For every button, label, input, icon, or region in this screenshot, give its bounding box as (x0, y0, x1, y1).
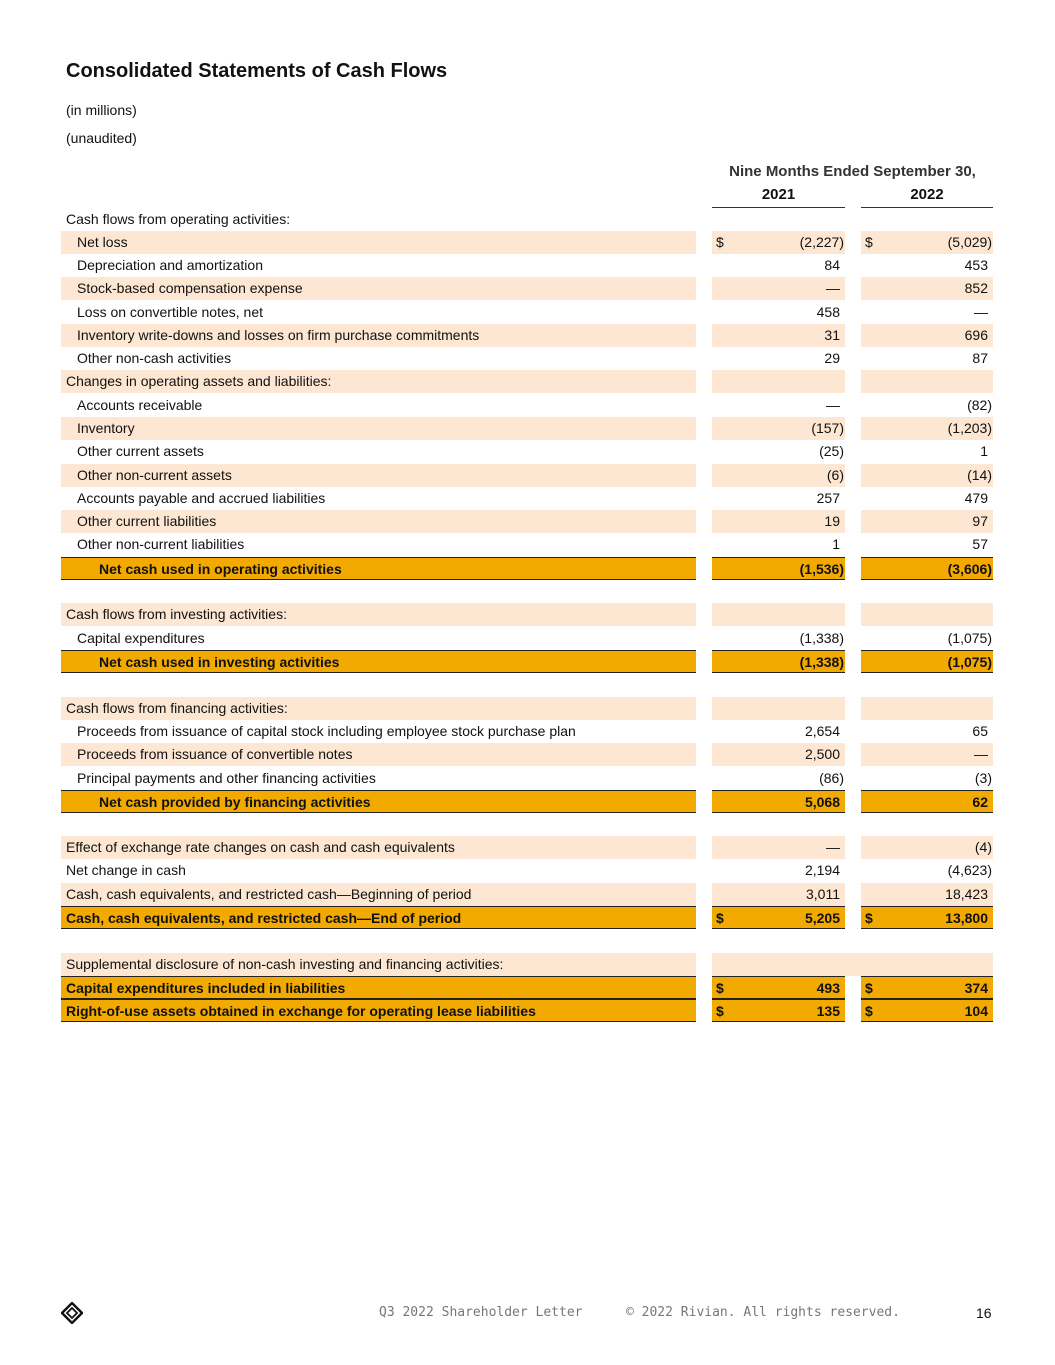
row-value: 2,194 (804, 862, 840, 878)
row-value: (1,203) (947, 420, 992, 436)
year-header-2022: 2022 (861, 186, 993, 208)
value-2021 (712, 301, 845, 324)
row-label: Other non-cash activities (77, 350, 232, 366)
row-value: (1,075) (947, 654, 992, 670)
row-label: Supplemental disclosure of non-cash investing and financing activities: (61, 953, 696, 976)
value-2022 (861, 906, 993, 929)
row-value: (4) (974, 839, 992, 855)
audit-note: (unaudited) (66, 130, 137, 146)
row-value: 18,423 (945, 886, 988, 902)
currency-symbol: $ (865, 910, 873, 926)
value-2021 (712, 487, 845, 510)
row-value: 2,654 (804, 723, 840, 739)
value-2022 (861, 208, 993, 231)
row-label: Capital expenditures included in liabilities (61, 976, 696, 999)
table-total-row (0, 906, 1055, 929)
value-2021 (712, 976, 845, 999)
row-label: Inventory write-downs and losses on firm purchase commitments (61, 324, 696, 347)
table-row (0, 277, 1055, 300)
row-value: 5,068 (804, 794, 840, 810)
row-label: Other current liabilities (61, 510, 696, 533)
value-2022 (861, 790, 993, 813)
page-number: 16 (976, 1305, 992, 1321)
value-2022 (861, 417, 993, 440)
table-total-row (0, 650, 1055, 673)
value-2022 (861, 394, 993, 417)
table-row (0, 836, 1055, 859)
table-row (0, 324, 1055, 347)
value-2021 (712, 743, 845, 766)
row-label: Changes in operating assets and liabilities: (61, 370, 696, 393)
value-2021 (712, 557, 845, 580)
table-row (0, 487, 1055, 510)
row-value: — (974, 746, 988, 762)
value-2021 (712, 859, 845, 882)
value-2022 (861, 464, 993, 487)
value-2021 (712, 254, 845, 277)
table-row (0, 953, 1055, 976)
row-value: (1,338) (799, 630, 844, 646)
table-row (0, 767, 1055, 790)
table-row (0, 883, 1055, 906)
row-label: Net cash provided by financing activities (61, 790, 696, 813)
table-row (0, 254, 1055, 277)
table-row (0, 533, 1055, 556)
value-2021 (712, 883, 845, 906)
row-value: 696 (964, 327, 988, 343)
row-value: 458 (816, 304, 840, 320)
currency-symbol: $ (716, 234, 724, 250)
value-2021 (712, 767, 845, 790)
value-2022 (861, 976, 993, 999)
table-total-row (0, 790, 1055, 813)
table-row (0, 347, 1055, 370)
row-label: Proceeds from issuance of capital stock including employee stock purchase plan (77, 723, 576, 739)
row-value: 135 (816, 1003, 840, 1019)
row-label: Capital expenditures (77, 630, 205, 646)
row-value: — (826, 397, 840, 413)
value-2022 (861, 301, 993, 324)
row-value: (3) (974, 770, 992, 786)
value-2022 (861, 767, 993, 790)
row-value: (1,338) (799, 654, 844, 670)
table-row (0, 370, 1055, 393)
value-2022 (861, 347, 993, 370)
row-value: 13,800 (945, 910, 988, 926)
row-label: Net change in cash (66, 862, 186, 878)
row-value: (25) (819, 443, 844, 459)
value-2021 (712, 231, 845, 254)
row-value: (1,536) (799, 561, 844, 577)
row-label: Principal payments and other financing activities (77, 770, 376, 786)
row-label: Cash flows from investing activities: (61, 603, 696, 626)
row-label: Other non-current liabilities (77, 536, 245, 552)
row-value: 84 (824, 257, 840, 273)
row-label: Depreciation and amortization (77, 257, 263, 273)
row-label: Inventory (61, 417, 696, 440)
row-label: Cash flows from financing activities: (61, 697, 696, 720)
value-2021 (712, 440, 845, 463)
value-2021 (712, 208, 845, 231)
value-2021 (712, 347, 845, 370)
value-2021 (712, 324, 845, 347)
period-header: Nine Months Ended September 30, (729, 163, 976, 180)
unit-note: (in millions) (66, 102, 137, 118)
row-value: 65 (972, 723, 988, 739)
value-2021 (712, 790, 845, 813)
value-2021 (712, 394, 845, 417)
value-2021 (712, 720, 845, 743)
table-row (0, 510, 1055, 533)
table-row (0, 417, 1055, 440)
row-label: Cash, cash equivalents, and restricted cash—End of period (61, 906, 696, 929)
row-value: 2,500 (804, 746, 840, 762)
value-2022 (861, 254, 993, 277)
row-value: — (826, 839, 840, 855)
table-total-row (0, 976, 1055, 999)
row-value: (86) (819, 770, 844, 786)
footer-copyright: © 2022 Rivian. All rights reserved. (626, 1305, 900, 1320)
row-value: — (826, 280, 840, 296)
row-value: (157) (811, 420, 844, 436)
currency-symbol: $ (865, 1003, 873, 1019)
value-2021 (712, 697, 845, 720)
table-row (0, 394, 1055, 417)
row-value: (82) (967, 397, 992, 413)
row-value: 257 (816, 490, 840, 506)
row-label: Right-of-use assets obtained in exchange for operating lease liabilities (61, 999, 696, 1022)
table-row (0, 720, 1055, 743)
value-2021 (712, 906, 845, 929)
row-label: Accounts payable and accrued liabilities (77, 490, 326, 506)
value-2022 (861, 859, 993, 882)
row-label: Net loss (61, 231, 696, 254)
currency-symbol: $ (716, 1003, 724, 1019)
row-label: Stock-based compensation expense (61, 277, 696, 300)
value-2022 (861, 836, 993, 859)
row-value: 104 (964, 1003, 988, 1019)
row-value: 479 (964, 490, 988, 506)
row-value: 493 (816, 980, 840, 996)
row-value: (3,606) (947, 561, 992, 577)
table-row (0, 697, 1055, 720)
value-2021 (712, 627, 845, 650)
value-2022 (861, 743, 993, 766)
row-value: — (974, 304, 988, 320)
row-value: 453 (964, 257, 988, 273)
page-title: Consolidated Statements of Cash Flows (66, 60, 448, 82)
row-value: 374 (964, 980, 988, 996)
row-label: Loss on convertible notes, net (77, 304, 264, 320)
table-total-row (0, 999, 1055, 1022)
table-row (0, 743, 1055, 766)
row-value: (4,623) (947, 862, 992, 878)
table-row (0, 301, 1055, 324)
row-label: Effect of exchange rate changes on cash and cash equivalents (61, 836, 696, 859)
value-2022 (861, 370, 993, 393)
row-value: 852 (964, 280, 988, 296)
value-2022 (861, 627, 993, 650)
value-2022 (861, 231, 993, 254)
value-2022 (861, 533, 993, 556)
row-value: (1,075) (947, 630, 992, 646)
value-2022 (861, 440, 993, 463)
row-value: 1 (980, 443, 988, 459)
value-2022 (861, 603, 993, 626)
table-row (0, 208, 1055, 231)
value-2022 (861, 720, 993, 743)
row-value: 62 (972, 794, 988, 810)
value-2022 (861, 487, 993, 510)
row-value: 97 (972, 513, 988, 529)
row-value: (5,029) (947, 234, 992, 250)
row-value: 3,011 (806, 886, 840, 902)
value-2021 (712, 999, 845, 1022)
row-value: (6) (826, 467, 844, 483)
value-2021 (712, 510, 845, 533)
currency-symbol: $ (716, 910, 724, 926)
value-2022 (861, 510, 993, 533)
table-row (0, 603, 1055, 626)
footer-doc-name: Q3 2022 Shareholder Letter (379, 1305, 583, 1320)
table-total-row (0, 557, 1055, 580)
value-2022 (861, 277, 993, 300)
value-2021 (712, 650, 845, 673)
row-label: Cash, cash equivalents, and restricted cash—Beginning of period (61, 883, 696, 906)
currency-symbol: $ (716, 980, 724, 996)
value-2021 (712, 533, 845, 556)
value-2021 (712, 417, 845, 440)
row-value: 1 (832, 536, 840, 552)
row-label: Other non-current assets (61, 464, 696, 487)
row-label: Other current assets (77, 443, 204, 459)
currency-symbol: $ (865, 234, 873, 250)
row-value-span (712, 953, 993, 976)
value-2021 (712, 836, 845, 859)
table-row (0, 859, 1055, 882)
row-value: 19 (824, 513, 840, 529)
value-2022 (861, 697, 993, 720)
row-label: Proceeds from issuance of convertible notes (61, 743, 696, 766)
table-row (0, 464, 1055, 487)
value-2022 (861, 557, 993, 580)
row-label: Accounts receivable (77, 397, 203, 413)
currency-symbol: $ (865, 980, 873, 996)
row-value: 31 (824, 327, 840, 343)
rivian-logo-icon (61, 1302, 83, 1324)
value-2022 (861, 883, 993, 906)
row-value: (14) (967, 467, 992, 483)
value-2022 (861, 324, 993, 347)
row-label: Cash flows from operating activities: (66, 211, 291, 227)
value-2021 (712, 370, 845, 393)
table-row (0, 440, 1055, 463)
table-row (0, 627, 1055, 650)
table-row (0, 231, 1055, 254)
value-2021 (712, 603, 845, 626)
row-value: 57 (972, 536, 988, 552)
value-2021 (712, 277, 845, 300)
value-2022 (861, 999, 993, 1022)
row-value: 87 (972, 350, 988, 366)
row-value: (2,227) (799, 234, 844, 250)
year-header-2021: 2021 (712, 186, 845, 208)
value-2021 (712, 464, 845, 487)
row-label: Net cash used in operating activities (61, 557, 696, 580)
row-value: 29 (824, 350, 840, 366)
row-value: 5,205 (804, 910, 840, 926)
value-2022 (861, 650, 993, 673)
row-label: Net cash used in investing activities (61, 650, 696, 673)
